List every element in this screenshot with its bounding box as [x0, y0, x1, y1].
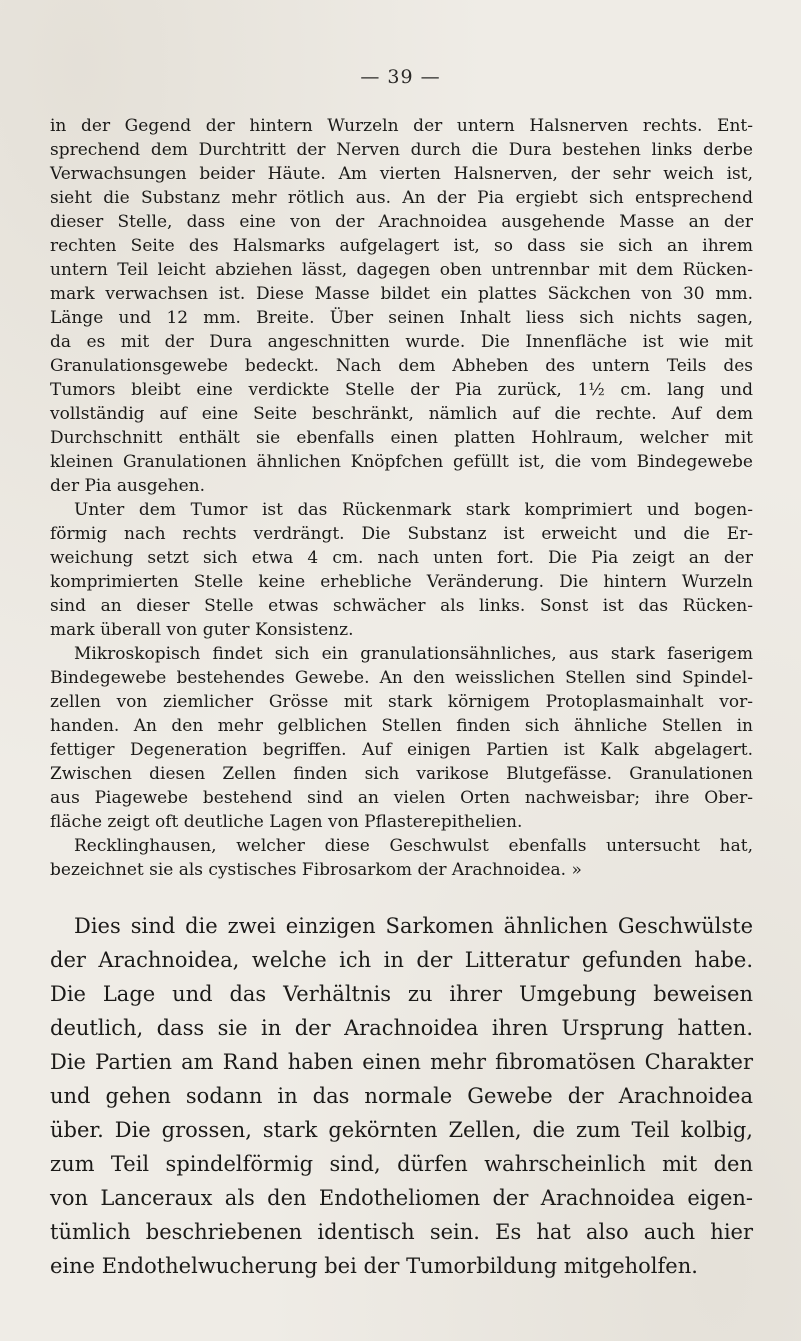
text-line: Tumors bleibt eine verdickte Stelle der Pia zurück, 1½ cm. lang und	[50, 380, 753, 400]
text-line: deutlich, dass sie in der Arachnoidea ihren Ursprung hatten.	[50, 1016, 753, 1040]
text-line: förmig nach rechts verdrängt. Die Substanz ist erweicht und die Er-	[50, 524, 753, 544]
paragraph	[50, 834, 753, 882]
text-line: mark verwachsen ist. Diese Masse bildet ein plattes Säckchen von 30 mm.	[50, 284, 753, 304]
text-line: kleinen Granulationen ähnlichen Knöpfchen gefüllt ist, die vom Bindegewebe	[50, 452, 753, 472]
text-line: weichung setzt sich etwa 4 cm. nach unten fort. Die Pia zeigt an der	[50, 548, 753, 568]
text-line: Mikroskopisch findet sich ein granulationsähnliches, aus stark faserigem	[74, 644, 753, 664]
text-line: Zwischen diesen Zellen finden sich varikose Blutgefässe. Granulationen	[50, 764, 753, 784]
text-line: sind an dieser Stelle etwas schwächer als links. Sonst ist das Rücken-	[50, 596, 753, 616]
text-line: handen. An den mehr gelblichen Stellen finden sich ähnliche Stellen in	[50, 716, 753, 736]
text-line: in der Gegend der hintern Wurzeln der untern Halsnerven rechts. Ent-	[50, 116, 753, 136]
paragraph	[50, 114, 753, 498]
text-line: komprimierten Stelle keine erhebliche Veränderung. Die hintern Wurzeln	[50, 572, 753, 592]
text-line: Verwachsungen beider Häute. Am vierten Halsnerven, der sehr weich ist,	[50, 164, 753, 184]
text-line: eine Endothelwucherung bei der Tumorbildung mitgeholfen.	[50, 1254, 698, 1278]
text-line: rechten Seite des Halsmarks aufgelagert ist, so dass sie sich an ihrem	[50, 236, 753, 256]
text-line: Länge und 12 mm. Breite. Über seinen Inhalt liess sich nichts sagen,	[50, 308, 753, 328]
text-line: über. Die grossen, stark gekörnten Zellen, die zum Teil kolbig,	[50, 1118, 753, 1142]
text-line: zellen von ziemlicher Grösse mit stark körnigem Protoplasmainhalt vor-	[50, 692, 753, 712]
text-line: da es mit der Dura angeschnitten wurde. Die Innenfläche ist wie mit	[50, 332, 753, 352]
text-line: fettiger Degeneration begriffen. Auf einigen Partien ist Kalk abgelagert.	[50, 740, 753, 760]
text-line: Durchschnitt enthält sie ebenfalls einen platten Hohlraum, welcher mit	[50, 428, 753, 448]
body-text	[50, 114, 753, 882]
text-line: Recklinghausen, welcher diese Geschwulst ebenfalls untersucht hat,	[74, 836, 753, 856]
text-line: bezeichnet sie als cystisches Fibrosarkom der Arachnoidea. »	[50, 860, 582, 880]
text-line: mark überall von guter Konsistenz.	[50, 620, 354, 640]
text-line: zum Teil spindelförmig sind, dürfen wahrscheinlich mit den	[50, 1152, 753, 1176]
text-line: und gehen sodann in das normale Gewebe der Arachnoidea	[50, 1084, 753, 1108]
text-line: der Arachnoidea, welche ich in der Litteratur gefunden habe.	[50, 948, 753, 972]
paragraph	[50, 642, 753, 834]
text-line: Die Lage und das Verhältnis zu ihrer Umgebung beweisen	[50, 982, 753, 1006]
text-line: dieser Stelle, dass eine von der Arachnoidea ausgehende Masse an der	[50, 212, 753, 232]
text-line: Dies sind die zwei einzigen Sarkomen ähnlichen Geschwülste	[74, 914, 753, 938]
text-line: vollständig auf eine Seite beschränkt, nämlich auf die rechte. Auf dem	[50, 404, 753, 424]
page-number: — 39 —	[360, 66, 441, 88]
text-line: der Pia ausgehen.	[50, 476, 206, 496]
text-line: Granulationsgewebe bedeckt. Nach dem Abheben des untern Teils des	[50, 356, 753, 376]
conclusion-paragraph	[50, 909, 753, 1283]
text-line: Unter dem Tumor ist das Rückenmark stark komprimiert und bogen-	[74, 500, 753, 520]
text-line: sieht die Substanz mehr rötlich aus. An der Pia ergiebt sich entsprechend	[50, 188, 753, 208]
text-line: von Lanceraux als den Endotheliomen der Arachnoidea eigen-	[50, 1186, 753, 1210]
text-line: Die Partien am Rand haben einen mehr fibromatösen Charakter	[50, 1050, 753, 1074]
text-line: fläche zeigt oft deutliche Lagen von Pflasterepithelien.	[50, 812, 523, 832]
text-line: Bindegewebe bestehendes Gewebe. An den weisslichen Stellen sind Spindel-	[50, 668, 753, 688]
paragraph	[50, 498, 753, 642]
text-line: untern Teil leicht abziehen lässt, dagegen oben untrennbar mit dem Rücken-	[50, 260, 753, 280]
text-line: sprechend dem Durchtritt der Nerven durch die Dura bestehen links derbe	[50, 140, 753, 160]
text-line: aus Piagewebe bestehend sind an vielen Orten nachweisbar; ihre Ober-	[50, 788, 753, 808]
text-line: tümlich beschriebenen identisch sein. Es hat also auch hier	[50, 1220, 753, 1244]
